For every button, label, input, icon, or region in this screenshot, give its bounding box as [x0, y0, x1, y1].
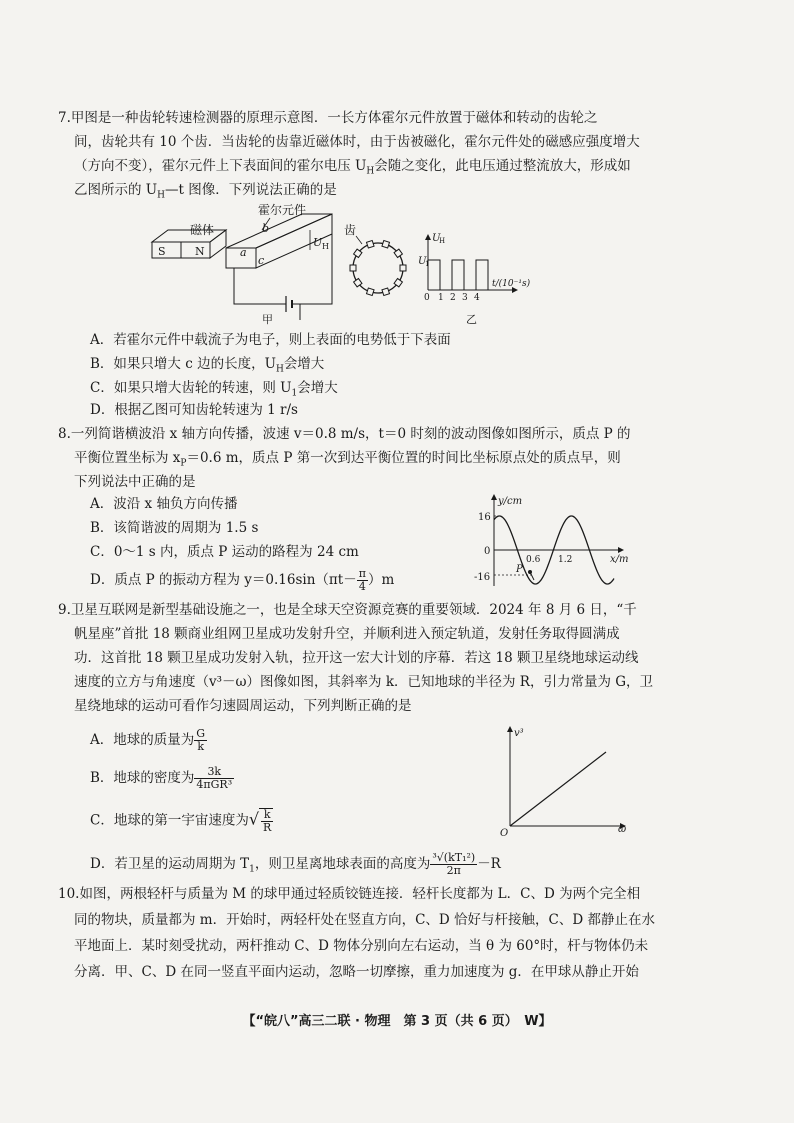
- wave-origin: 0: [484, 546, 491, 557]
- v3-omega-line: [510, 752, 606, 826]
- q7-line-3: （方向不变），霍尔元件上下表面间的霍尔电压 $U_H$会随之变化，此电压通过整流放大，形成如: [74, 158, 631, 177]
- gear-tooth: [400, 265, 406, 271]
- gear-tooth: [382, 240, 390, 248]
- q10-line-2: 同的物块，质量都为 m．开始时，两轻杆处在竖直方向，C、D 恰好与杆接触，C、D 都静止在水: [74, 912, 655, 928]
- q9-option-a: A．地球的质量为 $\frac{G}{k}$: [90, 727, 206, 753]
- gear-tooth: [350, 265, 356, 271]
- figure-yi-caption: 乙: [466, 313, 477, 326]
- wave-P-label: P: [516, 564, 523, 575]
- wave-y-top: 16: [478, 512, 491, 523]
- q8-wave-figure: [472, 490, 632, 590]
- q7-gear-figure: [340, 220, 410, 300]
- wave-x2: 1.2: [558, 555, 573, 565]
- figure-jia-caption: 甲: [262, 313, 273, 326]
- q9-v3-omega-figure: [498, 722, 638, 838]
- q7-option-c: C．如果只增大齿轮的转速，则 $U_1$会增大: [90, 380, 338, 399]
- q10-line-1: 10.如图，两根轻杆与质量为 M 的球甲通过轻质铰链连接．轻杆长度都为 L．C、D 为两个完全相: [58, 886, 641, 902]
- q9-line-1: 9.卫星互联网是新型基础设施之一，也是全球天空资源竞赛的重要领域．2024 年 8 月 6 日，“千: [58, 602, 637, 618]
- q8-option-a: A．波沿 x 轴负方向传播: [90, 496, 238, 512]
- q8-line-2: 平衡位置坐标为 $x_P=0.6$ m，质点 P 第一次到达平衡位置的时间比坐标原点处的质点早，则: [74, 450, 621, 469]
- q7-option-b: B．如果只增大 c 边的长度，$U_H$会增大: [90, 356, 325, 375]
- q9-line-3: 功．这首批 18 颗卫星成功发射入轨，拉开这一宏大计划的序幕．若这 18 颗卫星绕地球运动线: [74, 650, 639, 666]
- q8-option-d: D．质点 P 的振动方程为 y＝0.16sin（πt－ $\frac{\pi}{4}$ ）m: [90, 567, 395, 593]
- q10-line-3: 平地面上．某时刻受扰动，两杆推动 C、D 物体分别向左右运动，当 θ 为 60°时，杆与物体仍未: [74, 938, 649, 954]
- label-UH: U: [313, 236, 323, 249]
- q9-line-2: 帆星座”首批 18 颗商业组网卫星成功发射升空，并顺利进入预定轨道，发射任务取得圆满成: [74, 626, 620, 642]
- yi-tick-4: 4: [474, 293, 480, 302]
- q7-line-2: 间，齿轮共有 10 个齿．当齿轮的齿靠近磁体时，由于齿被磁化，霍尔元件处的磁感应强度增大: [74, 134, 640, 150]
- yi-tick-0: 0: [424, 293, 430, 302]
- label-c: c: [258, 254, 265, 267]
- gear-tooth: [366, 240, 374, 248]
- q9-option-b: B．地球的密度为 $\frac{3k}{\text{4πGR³}}$: [90, 765, 233, 791]
- yi-t-label: t/(10⁻¹s): [492, 279, 531, 289]
- magnet-label: 磁体: [190, 223, 215, 237]
- magnet-top: [152, 230, 226, 242]
- magnet-s-pole: S: [158, 245, 166, 258]
- svg-text:H: H: [322, 242, 329, 251]
- svg-text:H: H: [439, 237, 446, 245]
- q8-option-b: B．该简谐波的周期为 1.5 s: [90, 520, 259, 536]
- q7-line-1: 7.甲图是一种齿轮转速检测器的原理示意图．一长方体霍尔元件放置于磁体和转动的齿轮之: [58, 110, 598, 126]
- gear-circle: [353, 243, 403, 293]
- wave-x1: 0.6: [526, 555, 541, 565]
- yi-pulse-wave: [428, 260, 488, 290]
- hall-element-label: 霍尔元件: [258, 203, 307, 217]
- label-a: a: [240, 246, 247, 259]
- gear-tooth: [382, 288, 390, 296]
- yi-axis-U: U: [432, 233, 441, 244]
- v3-origin: O: [500, 828, 509, 838]
- q7-line-4: 乙图所示的 $U_H—t$ 图像．下列说法正确的是: [74, 182, 337, 201]
- wave-ylabel: y/cm: [498, 496, 523, 507]
- q10-line-4: 分离．甲、C、D 在同一竖直平面内运动，忽略一切摩擦，重力加速度为 g．在甲球从静止开始: [74, 964, 639, 980]
- wave-xlabel: x/m: [610, 554, 629, 565]
- gear-tooth: [366, 288, 374, 296]
- gear-teeth: [350, 240, 406, 295]
- q7-option-d: D．根据乙图可知齿轮转速为 1 r/s: [90, 402, 298, 418]
- magnet-n-pole: N: [195, 245, 205, 258]
- q8-option-c: C．0～1 s 内，质点 P 运动的路程为 24 cm: [90, 544, 359, 560]
- wave-y-bottom: -16: [474, 572, 491, 583]
- q7-figure-yi: [418, 232, 538, 302]
- q7-option-a: A．若霍尔元件中载流子为电子，则上表面的电势低于下表面: [90, 332, 451, 348]
- yi-tick-1: 1: [438, 293, 444, 302]
- q9-line-5: 星绕地球的运动可看作匀速圆周运动，下列判断正确的是: [74, 698, 412, 714]
- q9-option-c: C．地球的第一宇宙速度为√ $\frac{k}{R}$: [90, 808, 272, 834]
- page-footer: 【“皖八”高三二联 · 物理 第 3 页（共 6 页） W】: [242, 1014, 552, 1029]
- omega-xlabel: ω: [618, 824, 627, 835]
- q9-line-4: 速度的立方与角速度（v³－ω）图像如图，其斜率为 k．已知地球的半径为 R，引力常量为 G，卫: [74, 674, 654, 690]
- q9-option-d: D．若卫星的运动周期为 $T_1$，则卫星离地球表面的高度为 $\frac{\text{³√(kT₁²)}}{2\pi}$ －R: [90, 851, 501, 877]
- q8-line-1: 8.一列简谐横波沿 x 轴方向传播，波速 v＝0.8 m/s，t＝0 时刻的波动图像如图所示，质点 P 的: [58, 426, 631, 442]
- svg-text:1: 1: [425, 260, 430, 268]
- gear-label: 齿: [344, 223, 357, 237]
- label-b: b: [262, 222, 270, 235]
- v3-ylabel: v³: [514, 728, 524, 739]
- yi-tick-3: 3: [462, 293, 468, 302]
- yi-tick-2: 2: [450, 293, 456, 302]
- q8-line-3: 下列说法中正确的是: [74, 474, 196, 490]
- yi-U1-label: U: [418, 256, 427, 267]
